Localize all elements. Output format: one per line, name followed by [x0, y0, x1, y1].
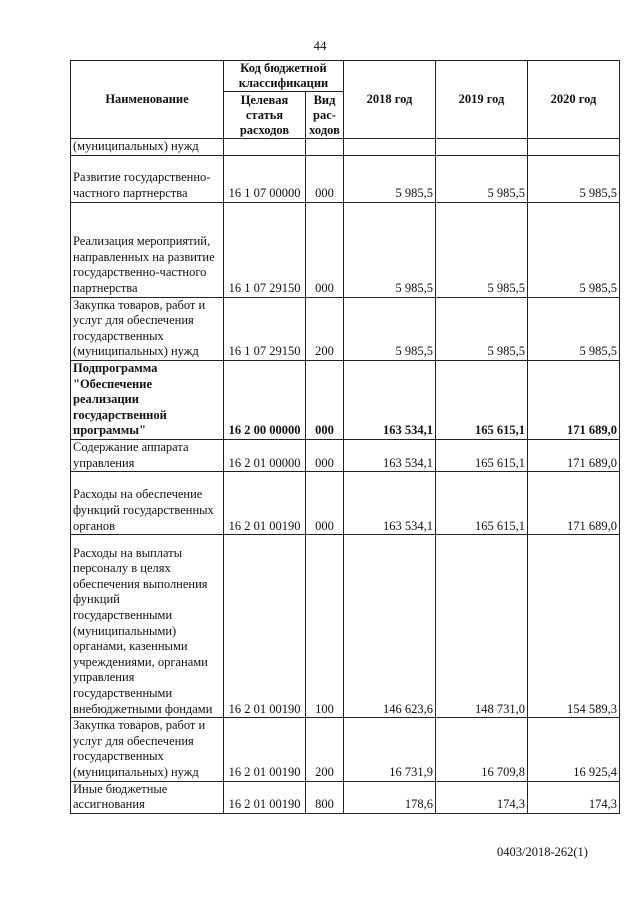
table-row	[71, 155, 620, 202]
row-2019: 5 985,5	[436, 202, 528, 297]
row-code: 16 1 07 00000	[224, 155, 306, 202]
row-2019: 165 615,1	[436, 439, 528, 471]
row-code: 16 2 00 00000	[224, 360, 306, 439]
header-name: Наименование	[71, 61, 224, 139]
row-2019: 5 985,5	[436, 155, 528, 202]
row-2019: 148 731,0	[436, 535, 528, 718]
row-2018: 178,6	[344, 781, 436, 813]
table-row	[71, 535, 620, 718]
row-name: Закупка товаров, работ и услуг для обеспечения государственных (муниципальных) нужд	[71, 297, 224, 360]
row-code: 16 1 07 29150	[224, 202, 306, 297]
table-row	[71, 297, 620, 360]
row-2019: 165 615,1	[436, 360, 528, 439]
row-kind: 200	[306, 297, 344, 360]
header-expense-type: Вид рас-ходов	[306, 92, 344, 139]
row-code: 16 2 01 00190	[224, 472, 306, 535]
row-2020	[528, 139, 620, 156]
row-2019: 174,3	[436, 781, 528, 813]
row-2020: 174,3	[528, 781, 620, 813]
table-row	[71, 439, 620, 471]
row-code: 16 2 01 00190	[224, 535, 306, 718]
row-2018: 163 534,1	[344, 439, 436, 471]
row-2018: 5 985,5	[344, 155, 436, 202]
table-row	[71, 202, 620, 297]
row-name: (муниципальных) нужд	[71, 139, 224, 156]
header-code-group: Код бюджетной классификации	[224, 61, 344, 92]
table-row	[71, 781, 620, 813]
row-2020: 171 689,0	[528, 472, 620, 535]
row-2018: 5 985,5	[344, 202, 436, 297]
row-kind: 200	[306, 718, 344, 781]
row-2019: 16 709,8	[436, 718, 528, 781]
row-code	[224, 139, 306, 156]
row-kind: 000	[306, 360, 344, 439]
row-name: Содержание аппарата управления	[71, 439, 224, 471]
row-code: 16 1 07 29150	[224, 297, 306, 360]
row-2019: 5 985,5	[436, 297, 528, 360]
table-row	[71, 472, 620, 535]
row-2020: 171 689,0	[528, 360, 620, 439]
row-kind: 000	[306, 155, 344, 202]
row-2020: 16 925,4	[528, 718, 620, 781]
row-2018	[344, 139, 436, 156]
row-2020: 5 985,5	[528, 202, 620, 297]
table-row	[71, 718, 620, 781]
row-2020: 154 589,3	[528, 535, 620, 718]
row-2018: 163 534,1	[344, 360, 436, 439]
table-row	[71, 139, 620, 156]
row-kind: 000	[306, 439, 344, 471]
row-name: Закупка товаров, работ и услуг для обеспечения государственных (муниципальных) нужд	[71, 718, 224, 781]
row-2019	[436, 139, 528, 156]
row-name: Расходы на выплаты персоналу в целях обеспечения выполнения функций государственными (муниципальными) органами, казенными учреждениями, органами управления государственными внебюджетными фондами	[71, 535, 224, 718]
row-name: Реализация мероприятий, направленных на развитие государственно-частного партнерства	[71, 202, 224, 297]
row-2020: 171 689,0	[528, 439, 620, 471]
row-2018: 5 985,5	[344, 297, 436, 360]
header-2019: 2019 год	[436, 61, 528, 139]
row-2018: 163 534,1	[344, 472, 436, 535]
row-kind: 000	[306, 472, 344, 535]
row-2018: 16 731,9	[344, 718, 436, 781]
header-2020: 2020 год	[528, 61, 620, 139]
header-target-article: Целевая статья расходов	[224, 92, 306, 139]
row-kind	[306, 139, 344, 156]
budget-table	[70, 60, 620, 814]
row-name: Развитие государственно-частного партнерства	[71, 155, 224, 202]
header-2018: 2018 год	[344, 61, 436, 139]
row-name: Иные бюджетные ассигнования	[71, 781, 224, 813]
row-2020: 5 985,5	[528, 155, 620, 202]
row-code: 16 2 01 00190	[224, 781, 306, 813]
row-kind: 800	[306, 781, 344, 813]
row-code: 16 2 01 00190	[224, 718, 306, 781]
row-kind: 000	[306, 202, 344, 297]
row-2018: 146 623,6	[344, 535, 436, 718]
table-row	[71, 360, 620, 439]
page-number: 44	[313, 38, 327, 53]
document-code: 0403/2018-262(1)	[497, 845, 588, 859]
row-2020: 5 985,5	[528, 297, 620, 360]
row-2019: 165 615,1	[436, 472, 528, 535]
row-kind: 100	[306, 535, 344, 718]
row-name: Расходы на обеспечение функций государственных органов	[71, 472, 224, 535]
row-name: Подпрограмма "Обеспечение реализации государственной программы"	[71, 360, 224, 439]
row-code: 16 2 01 00000	[224, 439, 306, 471]
